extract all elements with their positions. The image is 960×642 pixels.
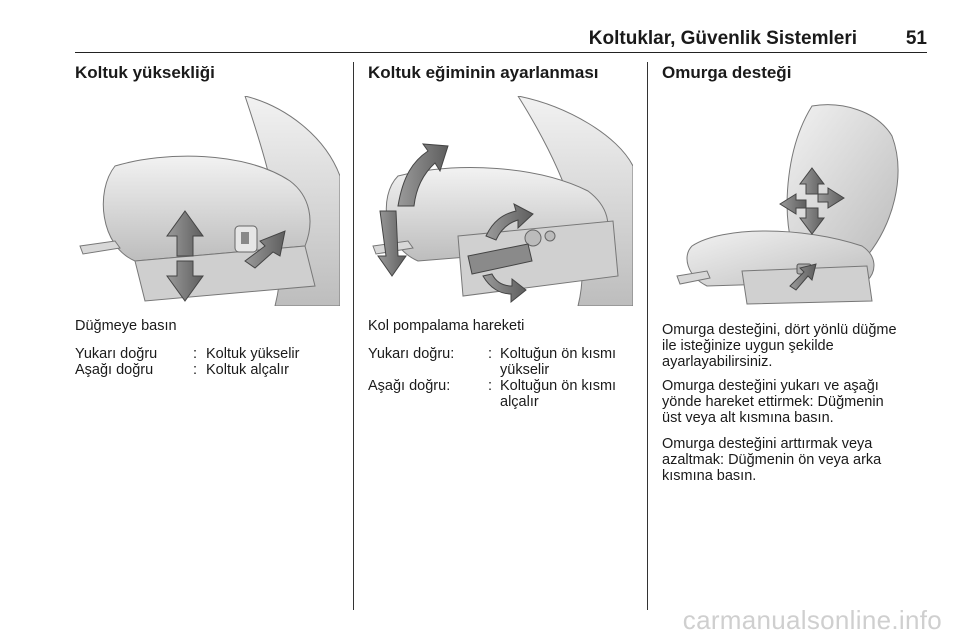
seat-height-row-down — [75, 362, 340, 378]
column-seat-height — [75, 62, 215, 84]
seat-tilt-lever-icon — [368, 96, 633, 306]
column-seat-tilt — [368, 62, 599, 84]
seat-height-lever-icon — [75, 96, 340, 306]
lumbar-support-illustration — [662, 96, 927, 306]
paragraph-line: Omurga desteğini arttırmak veya — [662, 436, 873, 452]
lumbar-paragraph-3 — [662, 436, 932, 484]
row-separator: : — [193, 346, 198, 362]
section-heading: Omurga desteği — [662, 63, 792, 82]
row-value: Koltuk alçalır — [206, 362, 290, 378]
paragraph-line: kısmına basın. — [662, 468, 757, 484]
seat-height-intro: Düğmeye basın — [75, 318, 177, 334]
lumbar-paragraph-2 — [662, 378, 932, 426]
row-label: Aşağı doğru — [75, 362, 154, 378]
seat-tilt-intro: Kol pompalama hareketi — [368, 318, 525, 334]
seat-height-row-up — [75, 346, 340, 362]
page-header — [75, 28, 927, 50]
seat-tilt-row-up — [368, 346, 638, 378]
watermark: carmanualsonline.info — [682, 605, 942, 635]
paragraph-line: Omurga desteğini, dört yönlü düğme — [662, 322, 897, 338]
column-divider — [353, 62, 354, 610]
seat-tilt-row-down — [368, 378, 638, 410]
row-label: Yukarı doğru — [75, 346, 158, 362]
seat-tilt-illustration — [368, 96, 633, 306]
seat-height-illustration — [75, 96, 340, 306]
column-lumbar-support — [662, 62, 791, 84]
page-title: Koltuklar, Güvenlik Sistemleri — [588, 28, 857, 49]
lumbar-support-switch-icon — [662, 96, 927, 306]
row-value-line1: Koltuğun ön kısmı — [500, 378, 617, 394]
paragraph-line: ayarlayabilirsiniz. — [662, 354, 773, 370]
paragraph-line: ile isteğinize uygun şekilde — [662, 338, 834, 354]
paragraph-line: yönde hareket ettirmek: Düğmenin — [662, 394, 884, 410]
row-value-line2: yükselir — [500, 362, 550, 378]
section-heading: Koltuk yüksekliği — [75, 63, 215, 82]
lumbar-paragraph-1 — [662, 322, 932, 370]
paragraph-line: üst veya alt kısmına basın. — [662, 410, 834, 426]
paragraph-line: azaltmak: Düğmenin ön veya arka — [662, 452, 882, 468]
section-heading: Koltuk eğiminin ayarlanması — [368, 63, 599, 82]
row-value-line1: Koltuğun ön kısmı — [500, 346, 617, 362]
row-value-line2: alçalır — [500, 394, 539, 410]
row-separator: : — [193, 362, 198, 378]
page-number: 51 — [905, 28, 927, 49]
row-separator: : — [488, 378, 493, 394]
row-value: Koltuk yükselir — [206, 346, 300, 362]
row-separator: : — [488, 346, 493, 362]
paragraph-line: Omurga desteğini yukarı ve aşağı — [662, 378, 879, 394]
row-label: Aşağı doğru: — [368, 378, 451, 394]
column-divider — [647, 62, 648, 610]
header-rule — [75, 52, 927, 53]
row-label: Yukarı doğru: — [368, 346, 455, 362]
